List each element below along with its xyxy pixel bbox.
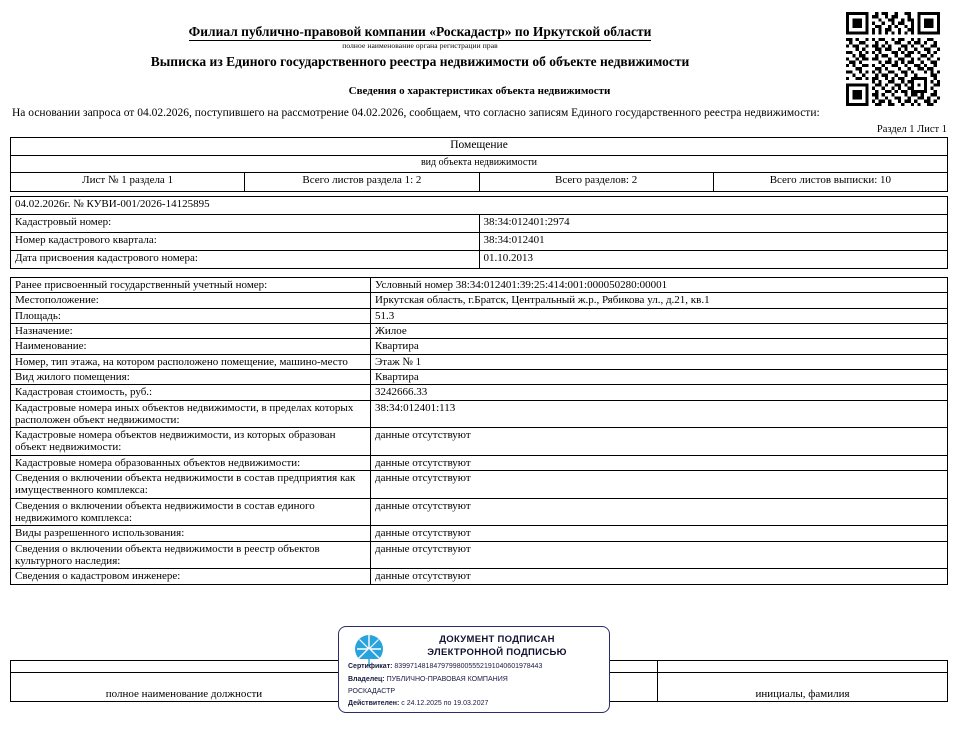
table-row: [11, 233, 948, 251]
table-row: [11, 173, 948, 192]
row-value: Квартира: [371, 339, 948, 354]
row-value: 51.3: [371, 308, 948, 323]
stamp-title-line-1: ДОКУМЕНТ ПОДПИСАН: [439, 634, 555, 645]
stamp-certificate-line: [348, 663, 604, 670]
object-kind-caption: вид объекта недвижимости: [11, 156, 948, 173]
row-value: данные отсутствуют: [371, 569, 948, 584]
row-label: Номер кадастрового квартала:: [11, 233, 480, 251]
cadastral-numbers-table: [10, 196, 948, 269]
row-value: данные отсутствуют: [371, 455, 948, 470]
row-value: данные отсутствуют: [371, 541, 948, 569]
table-row: [11, 156, 948, 173]
table-row: [11, 251, 948, 269]
row-value: Жилое: [371, 323, 948, 338]
request-basis-line: На основании запроса от 04.02.2026, поступившего на рассмотрение 04.02.2026, сообщаем, что согласно записям Единого государственного реестра недвижимости:: [12, 107, 820, 119]
row-label: Сведения о включении объекта недвижимости в реестр объектов культурного наследия:: [11, 541, 371, 569]
table-row: [11, 471, 948, 499]
table-row: [11, 541, 948, 569]
document-number-line: 04.02.2026г. № КУВИ-001/2026-14125895: [11, 197, 948, 215]
stamp-title-line-2: ЭЛЕКТРОННОЙ ПОДПИСЬЮ: [427, 647, 567, 658]
position-cell-top: [11, 661, 358, 673]
table-row: [11, 308, 948, 323]
row-value: Этаж № 1: [371, 354, 948, 369]
organization-title-text: Филиал публично-правовой компании «Роскадастр» по Иркутской области: [188, 24, 652, 39]
sheet-of-section: Лист № 1 раздела 1: [11, 173, 245, 192]
total-sections: Всего разделов: 2: [479, 173, 713, 192]
row-value: 38:34:012401:113: [371, 400, 948, 428]
row-value: 38:34:012401:2974: [479, 215, 948, 233]
row-label: Наименование:: [11, 339, 371, 354]
table-row: [11, 385, 948, 400]
table-row: [11, 354, 948, 369]
row-label: Дата присвоения кадастрового номера:: [11, 251, 480, 269]
stamp-validity-line: [348, 700, 604, 707]
row-label: Кадастровые номера объектов недвижимости, из которых образован объект недвижимости:: [11, 428, 371, 456]
table-row: [11, 323, 948, 338]
row-label: Виды разрешенного использования:: [11, 526, 371, 541]
row-label: Сведения о включении объекта недвижимости в состав предприятия как имущественного комплекса:: [11, 471, 371, 499]
table-row: [11, 138, 948, 156]
table-row: [11, 569, 948, 584]
name-caption: инициалы, фамилия: [658, 673, 948, 702]
row-label: Кадастровые номера иных объектов недвижимости, в пределах которых расположен объект недвижимости:: [11, 400, 371, 428]
object-kind-table: [10, 137, 948, 192]
table-row: [11, 455, 948, 470]
row-label: Номер, тип этажа, на котором расположено помещение, машино-место: [11, 354, 371, 369]
total-sheets-of-section: Всего листов раздела 1: 2: [245, 173, 479, 192]
table-row: [11, 428, 948, 456]
row-value: данные отсутствуют: [371, 471, 948, 499]
row-value: Условный номер 38:34:012401:39:25:414:001:000050280:00001: [371, 278, 948, 293]
row-value: данные отсутствуют: [371, 428, 948, 456]
table-row: [11, 215, 948, 233]
stamp-owner-label: Владелец:: [348, 676, 385, 683]
row-value: Квартира: [371, 369, 948, 384]
total-sheets-of-extract: Всего листов выписки: 10: [713, 173, 947, 192]
row-label: Сведения о кадастровом инженере:: [11, 569, 371, 584]
row-value: 38:34:012401: [479, 233, 948, 251]
position-caption: полное наименование должности: [11, 673, 358, 702]
qr-code-icon: [843, 12, 943, 106]
row-label: Назначение:: [11, 323, 371, 338]
row-value: Иркутская область, г.Братск, Центральный ж.р., Рябикова ул., д.21, кв.1: [371, 293, 948, 308]
row-label: Кадастровый номер:: [11, 215, 480, 233]
stamp-certificate-label: Сертификат:: [348, 663, 393, 670]
row-label: Ранее присвоенный государственный учетный номер:: [11, 278, 371, 293]
stamp-certificate-value: 83997148184797998005552191040601978443: [394, 663, 543, 670]
stamp-validity-value: с 24.12.2025 по 19.03.2027: [401, 700, 489, 707]
stamp-owner-value: ПУБЛИЧНО-ПРАВОВАЯ КОМПАНИЯ: [386, 676, 508, 683]
row-label: Местоположение:: [11, 293, 371, 308]
table-row: [11, 498, 948, 526]
table-row: [11, 197, 948, 215]
stamp-owner-line-2: РОСКАДАСТР: [348, 688, 396, 695]
row-value: 01.10.2013: [479, 251, 948, 269]
table-row: [11, 400, 948, 428]
digital-signature-stamp: [338, 626, 610, 713]
row-value: данные отсутствуют: [371, 498, 948, 526]
table-row: [11, 526, 948, 541]
table-row: [11, 278, 948, 293]
name-cell-top: [658, 661, 948, 673]
row-label: Вид жилого помещения:: [11, 369, 371, 384]
stamp-validity-label: Действителен:: [348, 700, 400, 707]
organization-caption: полное наименование органа регистрации прав: [342, 41, 498, 50]
document-title: Выписка из Единого государственного реестра недвижимости об объекте недвижимости: [150, 54, 690, 69]
stamp-owner-line: [348, 676, 604, 683]
row-label: Сведения о включении объекта недвижимости в состав единого недвижимого комплекса:: [11, 498, 371, 526]
row-label: Кадастровые номера образованных объектов недвижимости:: [11, 455, 371, 470]
section-title: Сведения о характеристиках объекта недвижимости: [348, 85, 611, 97]
table-row: [11, 293, 948, 308]
organization-title: [0, 24, 840, 40]
characteristics-table: [10, 277, 948, 585]
row-label: Площадь:: [11, 308, 371, 323]
row-value: данные отсутствуют: [371, 526, 948, 541]
section-sheet-label: Раздел 1 Лист 1: [876, 124, 947, 135]
row-label: Кадастровая стоимость, руб.:: [11, 385, 371, 400]
object-kind-value: Помещение: [11, 138, 948, 156]
table-row: [11, 339, 948, 354]
table-row: [11, 369, 948, 384]
row-value: 3242666.33: [371, 385, 948, 400]
